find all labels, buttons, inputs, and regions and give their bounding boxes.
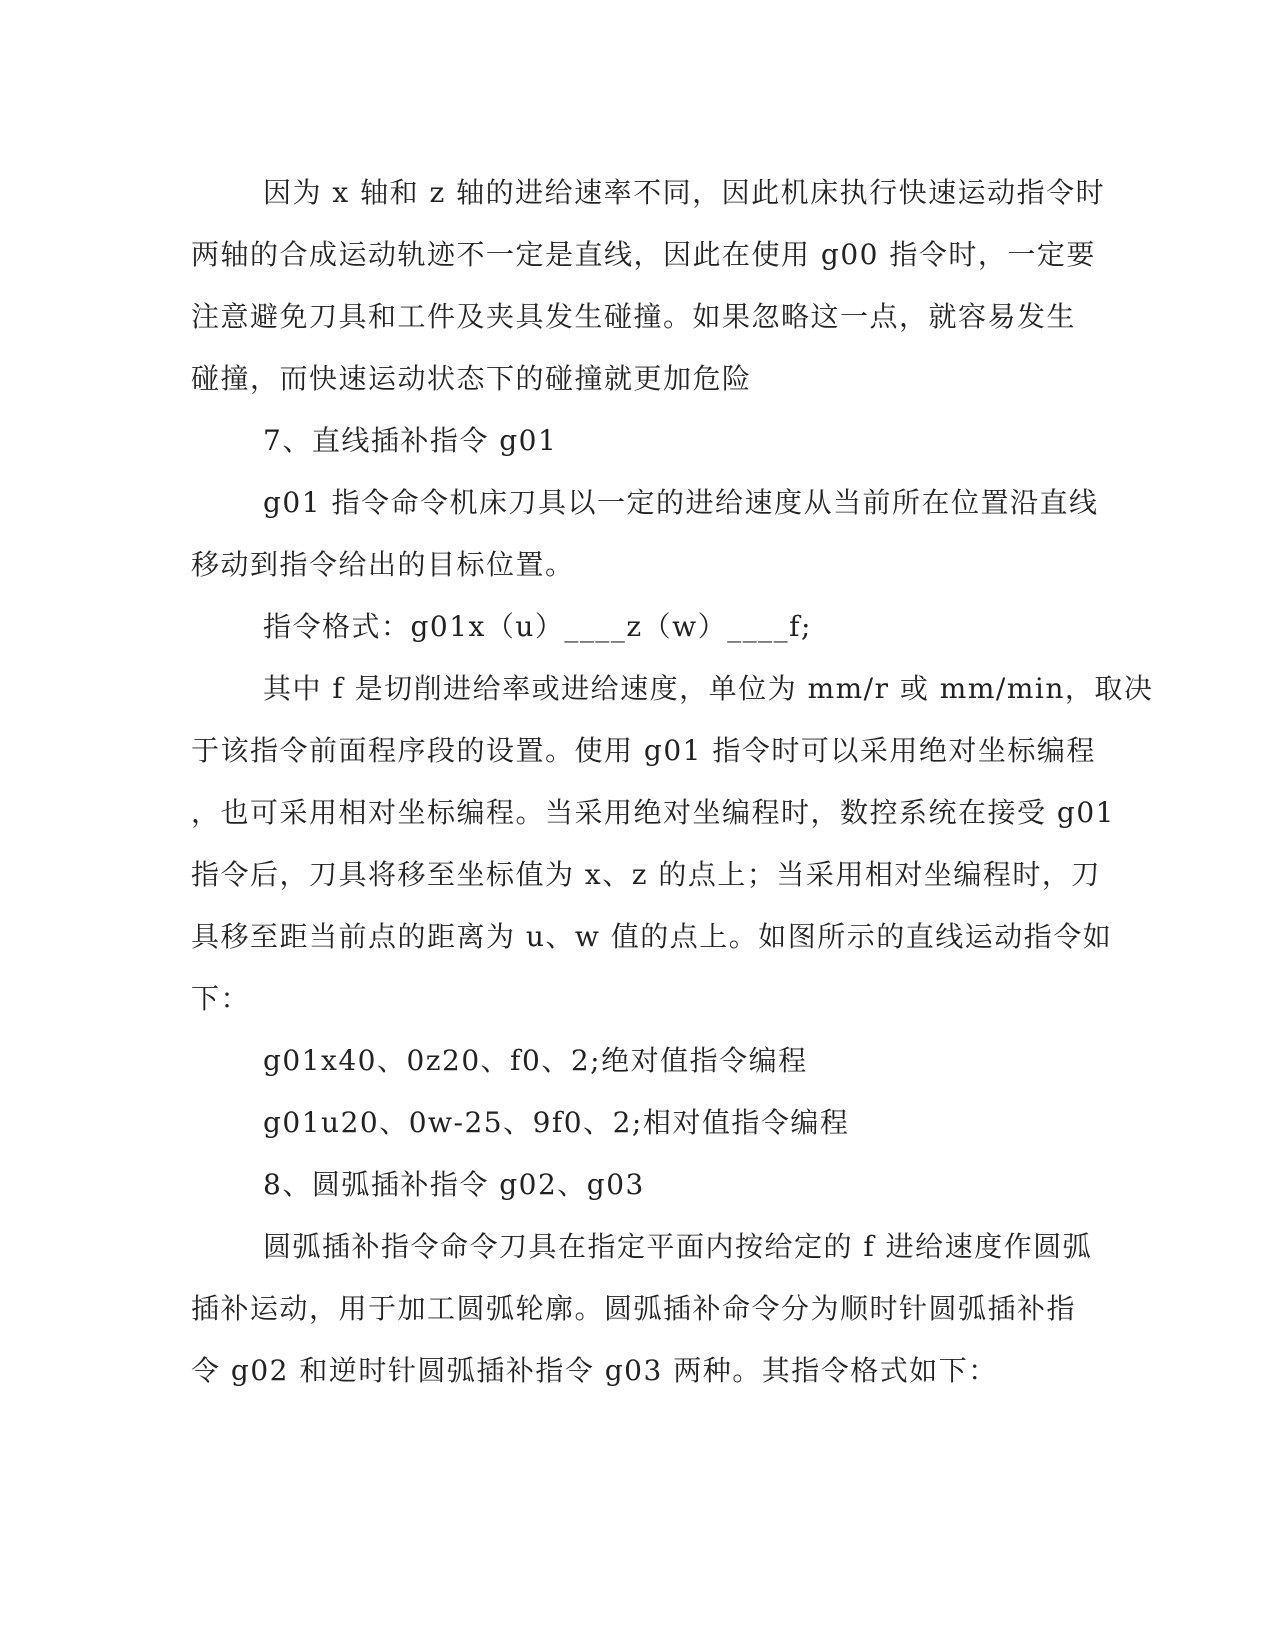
code-line: g01u20、0w-25、9f0、2;相对值指令编程 (263, 1106, 850, 1139)
text-line: 具移至距当前点的距离为 u、w 值的点上。如图所示的直线运动指令如 (191, 920, 1113, 953)
paragraph-g01-format (191, 596, 1091, 658)
text-line: 插补运动，用于加工圆弧轮廓。圆弧插补命令分为顺时针圆弧插补指 (191, 1292, 1077, 1325)
text-line: ，也可采用相对坐标编程。当采用绝对坐编程时，数控系统在接受 g01 (191, 796, 1115, 829)
text-line: 因为 x 轴和 z 轴的进给速率不同，因此机床执行快速运动指令时 (263, 176, 1106, 209)
paragraph-g01-description (191, 472, 1099, 596)
paragraph-example-relative (191, 1092, 1091, 1154)
text-line: 移动到指令给出的目标位置。 (191, 548, 575, 581)
section-heading-g02-g03 (191, 1154, 1091, 1216)
text-line: 下： (191, 982, 251, 1015)
text-line: 指令后，刀具将移至坐标值为 x、z 的点上；当采用相对坐编程时，刀 (191, 858, 1101, 891)
heading-line: 7、直线插补指令 g01 (263, 424, 558, 457)
text-line: 于该指令前面程序段的设置。使用 g01 指令时可以采用绝对坐标编程 (191, 734, 1096, 767)
text-line: 圆弧插补指令命令刀具在指定平面内按给定的 f 进给速度作圆弧 (263, 1230, 1093, 1263)
text-line: 碰撞，而快速运动状态下的碰撞就更加危险 (191, 362, 752, 395)
text-line: g01 指令命令机床刀具以一定的进给速度从当前所在位置沿直线 (263, 486, 1099, 519)
text-line: 令 g02 和逆时针圆弧插补指令 g03 两种。其指令格式如下： (191, 1354, 998, 1387)
code-line: g01x40、0z20、f0、2;绝对值指令编程 (263, 1044, 808, 1077)
paragraph-g01-details (191, 658, 1154, 1030)
section-heading-g01 (191, 410, 1091, 472)
paragraph-example-absolute (191, 1030, 1091, 1092)
text-line: 指令格式：g01x（u）____z（w）____f; (263, 610, 812, 643)
text-line: 注意避免刀具和工件及夹具发生碰撞。如果忽略这一点，就容易发生 (191, 300, 1077, 333)
document-body (191, 162, 1154, 1402)
paragraph-rapid-move-note (191, 162, 1106, 410)
text-line: 两轴的合成运动轨迹不一定是直线，因此在使用 g00 指令时，一定要 (191, 238, 1096, 271)
heading-line: 8、圆弧插补指令 g02、g03 (263, 1168, 645, 1201)
text-line: 其中 f 是切削进给率或进给速度，单位为 mm/r 或 mm/min，取决 (263, 672, 1154, 705)
paragraph-arc-description (191, 1216, 1091, 1402)
